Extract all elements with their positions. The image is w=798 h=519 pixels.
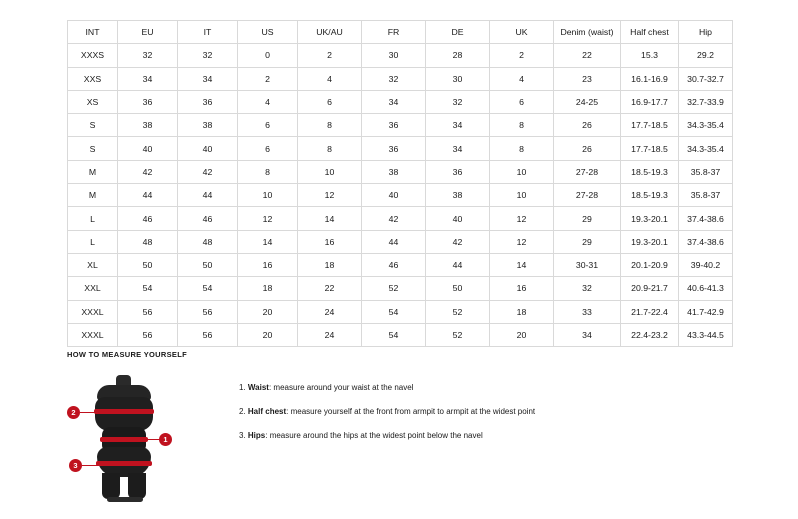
table-row	[68, 300, 733, 323]
cell-denim-waist: 30-31	[554, 253, 621, 276]
cell-de: 42	[426, 230, 490, 253]
cell-eu: 34	[118, 67, 178, 90]
cell-half-chest: 15.3	[621, 44, 679, 67]
cell-us: 20	[238, 300, 298, 323]
column-header-eu: EU	[118, 21, 178, 44]
size-chart-container	[67, 20, 732, 347]
cell-uk-au: 8	[298, 137, 362, 160]
cell-fr: 34	[362, 90, 426, 113]
cell-it: 44	[178, 184, 238, 207]
cell-uk-au: 6	[298, 90, 362, 113]
cell-int: M	[68, 160, 118, 183]
column-header-us: US	[238, 21, 298, 44]
cell-int: S	[68, 114, 118, 137]
table-row	[68, 114, 733, 137]
instruction-half-chest	[239, 407, 535, 418]
table-row	[68, 44, 733, 67]
cell-de: 34	[426, 137, 490, 160]
cell-half-chest: 17.7-18.5	[621, 137, 679, 160]
instruction-term-2: Half chest	[247, 406, 287, 416]
cell-hip: 41.7-42.9	[679, 300, 733, 323]
cell-uk: 12	[490, 207, 554, 230]
cell-int: M	[68, 184, 118, 207]
how-to-measure-title: HOW TO MEASURE YOURSELF	[67, 350, 187, 359]
cell-fr: 44	[362, 230, 426, 253]
instruction-text-3: : measure around the hips at the widest point below the navel	[265, 430, 483, 440]
cell-eu: 42	[118, 160, 178, 183]
cell-eu: 32	[118, 44, 178, 67]
cell-uk: 16	[490, 277, 554, 300]
cell-denim-waist: 22	[554, 44, 621, 67]
cell-half-chest: 16.1-16.9	[621, 67, 679, 90]
cell-int: L	[68, 207, 118, 230]
column-header-half-chest: Half chest	[621, 21, 679, 44]
cell-uk-au: 22	[298, 277, 362, 300]
cell-de: 40	[426, 207, 490, 230]
cell-eu: 48	[118, 230, 178, 253]
cell-uk: 10	[490, 160, 554, 183]
cell-it: 38	[178, 114, 238, 137]
cell-it: 32	[178, 44, 238, 67]
measure-instructions-list	[239, 373, 535, 454]
measure-band-hips	[96, 461, 152, 466]
cell-int: XXXL	[68, 300, 118, 323]
cell-eu: 50	[118, 253, 178, 276]
cell-hip: 43.3-44.5	[679, 323, 733, 346]
instruction-term-1: Waist	[247, 383, 269, 392]
table-row	[68, 137, 733, 160]
instruction-number-3: 3.	[239, 430, 246, 440]
cell-fr: 32	[362, 67, 426, 90]
table-row	[68, 90, 733, 113]
cell-fr: 54	[362, 300, 426, 323]
cell-denim-waist: 27-28	[554, 184, 621, 207]
cell-int: L	[68, 230, 118, 253]
cell-fr: 30	[362, 44, 426, 67]
cell-us: 12	[238, 207, 298, 230]
cell-de: 52	[426, 300, 490, 323]
mannequin-leg-left	[102, 473, 120, 499]
cell-it: 56	[178, 300, 238, 323]
instruction-term-3: Hips	[247, 430, 266, 440]
cell-fr: 38	[362, 160, 426, 183]
cell-denim-waist: 24-25	[554, 90, 621, 113]
cell-us: 6	[238, 114, 298, 137]
cell-int: XXL	[68, 277, 118, 300]
cell-us: 4	[238, 90, 298, 113]
cell-eu: 54	[118, 277, 178, 300]
cell-uk-au: 24	[298, 300, 362, 323]
size-chart-table	[67, 20, 733, 347]
cell-uk: 2	[490, 44, 554, 67]
cell-eu: 40	[118, 137, 178, 160]
instruction-waist	[239, 383, 535, 394]
cell-uk-au: 14	[298, 207, 362, 230]
cell-us: 0	[238, 44, 298, 67]
cell-fr: 36	[362, 137, 426, 160]
cell-denim-waist: 26	[554, 137, 621, 160]
cell-int: XL	[68, 253, 118, 276]
cell-hip: 29.2	[679, 44, 733, 67]
table-row	[68, 323, 733, 346]
table-row	[68, 253, 733, 276]
cell-uk-au: 16	[298, 230, 362, 253]
cell-uk: 12	[490, 230, 554, 253]
cell-denim-waist: 32	[554, 277, 621, 300]
cell-uk-au: 12	[298, 184, 362, 207]
cell-de: 34	[426, 114, 490, 137]
cell-denim-waist: 33	[554, 300, 621, 323]
cell-hip: 37.4-38.6	[679, 230, 733, 253]
cell-de: 44	[426, 253, 490, 276]
cell-it: 42	[178, 160, 238, 183]
callout-line-2	[80, 412, 96, 413]
cell-half-chest: 17.7-18.5	[621, 114, 679, 137]
instruction-text-1: : measure around your waist at the navel	[268, 383, 414, 392]
cell-us: 18	[238, 277, 298, 300]
cell-it: 46	[178, 207, 238, 230]
marker-2: 2	[67, 406, 80, 419]
cell-de: 50	[426, 277, 490, 300]
cell-de: 30	[426, 67, 490, 90]
cell-us: 2	[238, 67, 298, 90]
column-header-fr: FR	[362, 21, 426, 44]
cell-us: 16	[238, 253, 298, 276]
table-row	[68, 277, 733, 300]
cell-denim-waist: 27-28	[554, 160, 621, 183]
column-header-denim-waist: Denim (waist)	[554, 21, 621, 44]
cell-hip: 39-40.2	[679, 253, 733, 276]
cell-hip: 34.3-35.4	[679, 114, 733, 137]
cell-fr: 54	[362, 323, 426, 346]
cell-eu: 44	[118, 184, 178, 207]
cell-half-chest: 16.9-17.7	[621, 90, 679, 113]
cell-uk-au: 2	[298, 44, 362, 67]
cell-uk-au: 8	[298, 114, 362, 137]
cell-hip: 30.7-32.7	[679, 67, 733, 90]
column-header-uk-au: UK/AU	[298, 21, 362, 44]
cell-half-chest: 18.5-19.3	[621, 184, 679, 207]
marker-3: 3	[69, 459, 82, 472]
cell-de: 32	[426, 90, 490, 113]
cell-eu: 36	[118, 90, 178, 113]
column-header-de: DE	[426, 21, 490, 44]
cell-it: 40	[178, 137, 238, 160]
table-row	[68, 230, 733, 253]
marker-1: 1	[159, 433, 172, 446]
cell-half-chest: 20.9-21.7	[621, 277, 679, 300]
cell-it: 54	[178, 277, 238, 300]
cell-int: XS	[68, 90, 118, 113]
cell-half-chest: 20.1-20.9	[621, 253, 679, 276]
table-row	[68, 207, 733, 230]
instruction-text-2: : measure yourself at the front from armpit to armpit at the widest point	[286, 406, 536, 416]
cell-uk: 10	[490, 184, 554, 207]
cell-it: 36	[178, 90, 238, 113]
cell-half-chest: 19.3-20.1	[621, 230, 679, 253]
column-header-int: INT	[68, 21, 118, 44]
cell-hip: 32.7-33.9	[679, 90, 733, 113]
cell-hip: 40.6-41.3	[679, 277, 733, 300]
cell-uk-au: 4	[298, 67, 362, 90]
cell-uk-au: 24	[298, 323, 362, 346]
cell-fr: 40	[362, 184, 426, 207]
measure-band-half-chest	[94, 409, 154, 414]
cell-hip: 35.8-37	[679, 184, 733, 207]
table-header-row	[68, 21, 733, 44]
column-header-it: IT	[178, 21, 238, 44]
cell-denim-waist: 23	[554, 67, 621, 90]
cell-denim-waist: 29	[554, 207, 621, 230]
table-row	[68, 67, 733, 90]
cell-uk: 14	[490, 253, 554, 276]
cell-us: 8	[238, 160, 298, 183]
mannequin-diagram	[67, 373, 187, 508]
cell-denim-waist: 26	[554, 114, 621, 137]
cell-us: 20	[238, 323, 298, 346]
cell-us: 6	[238, 137, 298, 160]
how-to-measure-body	[67, 373, 747, 508]
cell-uk-au: 10	[298, 160, 362, 183]
cell-it: 50	[178, 253, 238, 276]
cell-half-chest: 21.7-22.4	[621, 300, 679, 323]
cell-eu: 56	[118, 300, 178, 323]
cell-it: 56	[178, 323, 238, 346]
cell-denim-waist: 34	[554, 323, 621, 346]
mannequin-stand	[107, 497, 143, 502]
cell-int: XXXL	[68, 323, 118, 346]
cell-de: 36	[426, 160, 490, 183]
column-header-uk: UK	[490, 21, 554, 44]
cell-uk-au: 18	[298, 253, 362, 276]
cell-fr: 46	[362, 253, 426, 276]
mannequin-chest	[95, 397, 153, 431]
measure-band-waist	[100, 437, 148, 442]
cell-hip: 34.3-35.4	[679, 137, 733, 160]
cell-half-chest: 19.3-20.1	[621, 207, 679, 230]
cell-denim-waist: 29	[554, 230, 621, 253]
table-row	[68, 160, 733, 183]
cell-de: 52	[426, 323, 490, 346]
cell-it: 34	[178, 67, 238, 90]
cell-int: XXXS	[68, 44, 118, 67]
cell-fr: 36	[362, 114, 426, 137]
instruction-hips	[239, 431, 535, 442]
cell-it: 48	[178, 230, 238, 253]
cell-eu: 46	[118, 207, 178, 230]
cell-half-chest: 18.5-19.3	[621, 160, 679, 183]
cell-hip: 37.4-38.6	[679, 207, 733, 230]
how-to-measure-section	[67, 350, 747, 508]
callout-line-3	[82, 465, 98, 466]
cell-uk: 8	[490, 137, 554, 160]
cell-uk: 20	[490, 323, 554, 346]
cell-us: 14	[238, 230, 298, 253]
cell-eu: 38	[118, 114, 178, 137]
cell-hip: 35.8-37	[679, 160, 733, 183]
instruction-number-1: 1.	[239, 383, 246, 392]
instruction-number-2: 2.	[239, 406, 246, 416]
cell-uk: 8	[490, 114, 554, 137]
cell-us: 10	[238, 184, 298, 207]
mannequin-leg-right	[128, 473, 146, 499]
cell-de: 28	[426, 44, 490, 67]
table-row	[68, 184, 733, 207]
cell-de: 38	[426, 184, 490, 207]
cell-uk: 6	[490, 90, 554, 113]
cell-int: XXS	[68, 67, 118, 90]
cell-eu: 56	[118, 323, 178, 346]
cell-fr: 52	[362, 277, 426, 300]
cell-int: S	[68, 137, 118, 160]
cell-fr: 42	[362, 207, 426, 230]
column-header-hip: Hip	[679, 21, 733, 44]
cell-uk: 18	[490, 300, 554, 323]
cell-half-chest: 22.4-23.2	[621, 323, 679, 346]
cell-uk: 4	[490, 67, 554, 90]
